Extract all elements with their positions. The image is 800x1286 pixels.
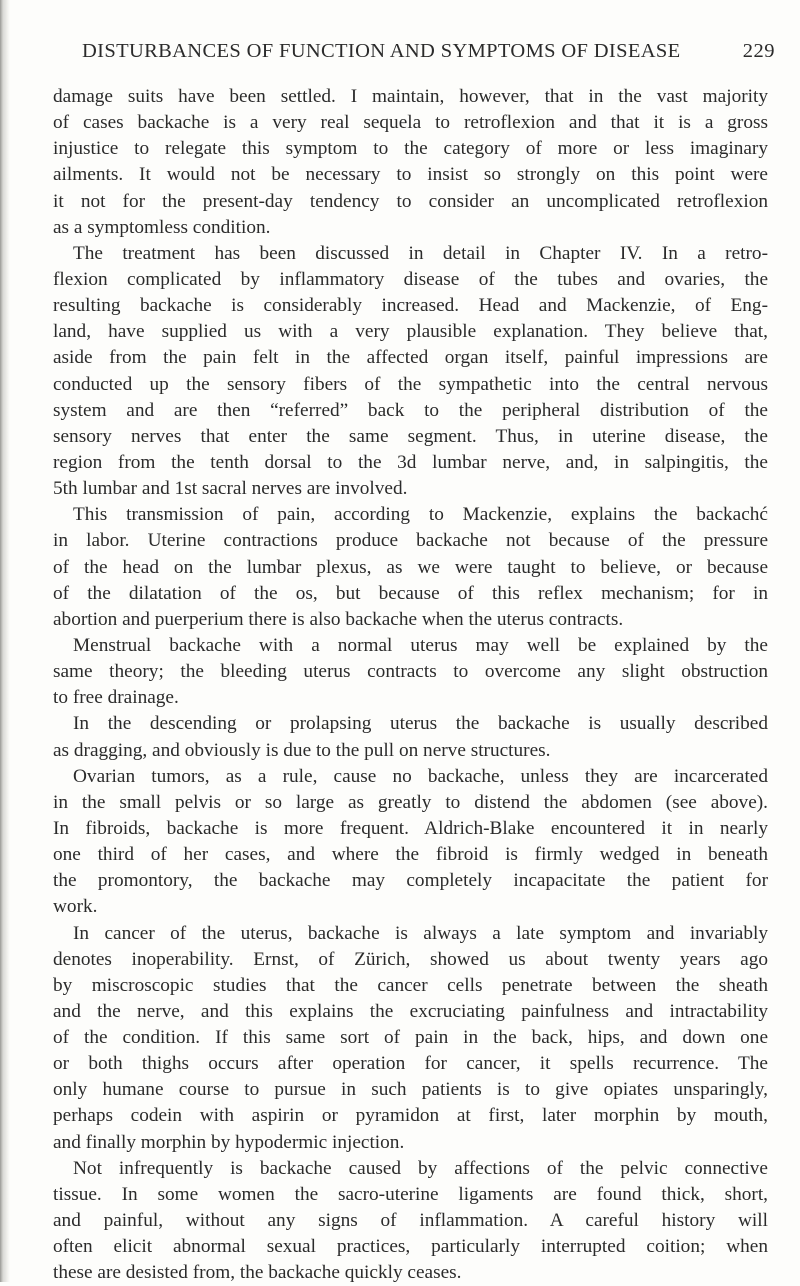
paragraph-first-line: In cancer of the uterus, backache is always a late symptom and invariably [73, 922, 768, 944]
text-line: of the condition. If this same sort of pain in the back, hips, and down one [53, 1027, 768, 1049]
text-line: of cases backache is a very real sequela to retroflexion and that it is a gross [53, 112, 768, 134]
text-line: one third of her cases, and where the fibroid is firmly wedged in beneath [53, 844, 768, 866]
text-line: In fibroids, backache is more frequent. Aldrich-Blake encountered it in nearly [53, 817, 768, 839]
text-line: resulting backache is considerably increased. Head and Mackenzie, of Eng- [53, 295, 768, 317]
text-line: to free drainage. [53, 687, 179, 709]
body-text [53, 84, 768, 1286]
paragraph-first-line: The treatment has been discussed in detail in Chapter IV. In a retro- [73, 242, 768, 264]
text-line: of the head on the lumbar plexus, as we were taught to believe, or because [53, 556, 768, 578]
running-head [82, 40, 775, 68]
paragraph-first-line: This transmission of pain, according to Mackenzie, explains the backachć [73, 504, 768, 526]
text-line: aside from the pain felt in the affected organ itself, painful impressions are [53, 347, 768, 369]
text-line: of the dilatation of the os, but because of this reflex mechanism; for in [53, 582, 768, 604]
page-binding-edge [0, 0, 10, 1282]
text-line: in the small pelvis or so large as greatly to distend the abdomen (see above). [53, 791, 768, 813]
paragraph-first-line: Ovarian tumors, as a rule, cause no backache, unless they are incarcerated [73, 765, 768, 787]
text-line: in labor. Uterine contractions produce backache not because of the pressure [53, 530, 768, 552]
text-line: same theory; the bleeding uterus contracts to overcome any slight obstruction [53, 661, 768, 683]
paragraph-first-line: Not infrequently is backache caused by affections of the pelvic connective [73, 1157, 768, 1179]
text-line: the promontory, the backache may completely incapacitate the patient for [53, 870, 768, 892]
text-line: these are desisted from, the backache quickly ceases. [53, 1262, 462, 1284]
text-line: only humane course to pursue in such patients is to give opiates unsparingly, [53, 1079, 768, 1101]
text-line: ailments. It would not be necessary to insist so strongly on this point were [53, 164, 768, 186]
text-line: flexion complicated by inflammatory disease of the tubes and ovaries, the [53, 268, 768, 290]
text-line: denotes inoperability. Ernst, of Zürich, showed us about twenty years ago [53, 948, 768, 970]
paragraph-first-line: In the descending or prolapsing uterus the backache is usually described [73, 713, 768, 735]
text-line: work. [53, 896, 98, 918]
text-line: conducted up the sensory fibers of the sympathetic into the central nervous [53, 373, 768, 395]
text-line: and the nerve, and this explains the excruciating painfulness and intractability [53, 1000, 768, 1022]
page-number: 229 [742, 40, 775, 62]
text-line: land, have supplied us with a very plausible explanation. They believe that, [53, 321, 768, 343]
text-line: system and are then “referred” back to the peripheral distribution of the [53, 399, 768, 421]
text-line: or both thighs occurs after operation for cancer, it spells recurrence. The [53, 1053, 768, 1075]
running-title: DISTURBANCES OF FUNCTION AND SYMPTOMS OF DISEASE [82, 40, 681, 62]
text-line: as a symptomless condition. [53, 216, 271, 238]
text-line: by miscroscopic studies that the cancer cells penetrate between the sheath [53, 974, 768, 996]
text-line: sensory nerves that enter the same segment. Thus, in uterine disease, the [53, 425, 768, 447]
text-line: perhaps codein with aspirin or pyramidon at first, later morphin by mouth, [53, 1105, 768, 1127]
text-line: injustice to relegate this symptom to the category of more or less imaginary [53, 138, 768, 160]
text-line: as dragging, and obviously is due to the pull on nerve structures. [53, 739, 551, 761]
text-line: often elicit abnormal sexual practices, particularly interrupted coition; when [53, 1236, 768, 1258]
text-line: it not for the present-day tendency to consider an uncomplicated retroflexion [53, 190, 768, 212]
text-line: damage suits have been settled. I maintain, however, that in the vast majority [53, 86, 768, 107]
text-line: and painful, without any signs of inflammation. A careful history will [53, 1210, 768, 1232]
text-line: and finally morphin by hypodermic injection. [53, 1131, 405, 1153]
paragraph-first-line: Menstrual backache with a normal uterus may well be explained by the [73, 634, 768, 656]
text-line: tissue. In some women the sacro-uterine ligaments are found thick, short, [53, 1183, 768, 1205]
text-line: region from the tenth dorsal to the 3d lumbar nerve, and, in salpingitis, the [53, 451, 768, 473]
text-line: 5th lumbar and 1st sacral nerves are involved. [53, 478, 408, 500]
text-line: abortion and puerperium there is also backache when the uterus contracts. [53, 608, 624, 630]
